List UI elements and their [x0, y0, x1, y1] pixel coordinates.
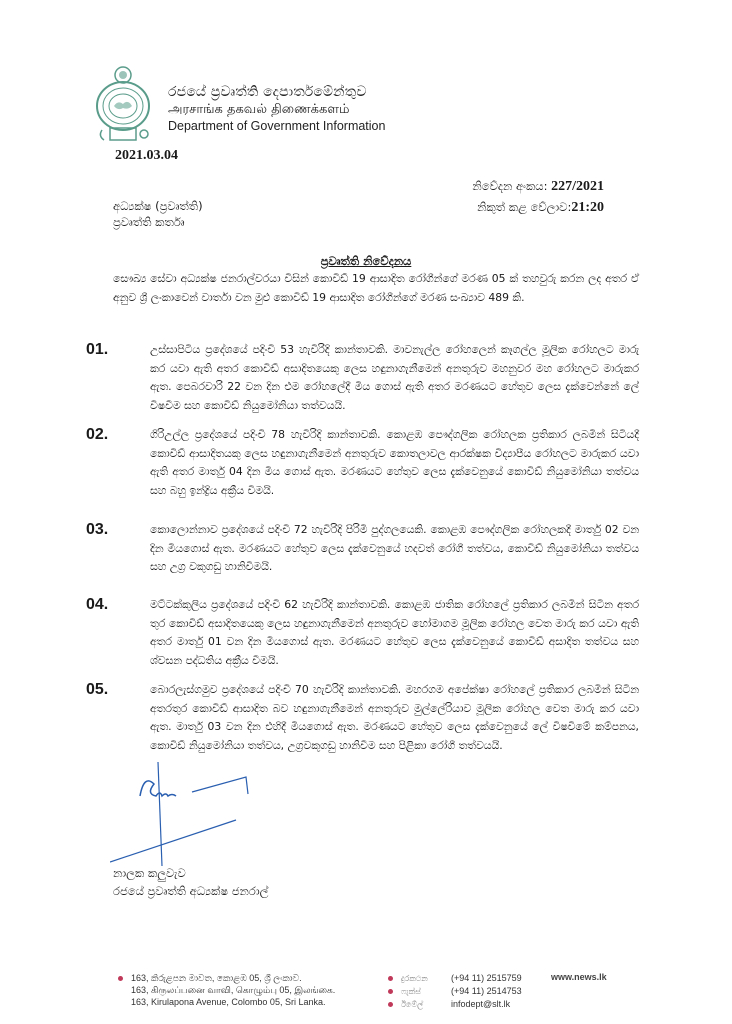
- item-text: බොරලැස්ගමුව ප්‍රදේශයේ පදිංචි 70 හැවිරිදි කාන්තාවකි. මහරගම අපේක්ෂා රෝහලේ ප්‍රතිකාර ලබමින් සිටින අතරතුර කොවිඩ් ආසාදිත බව හඳුනාගැනීමෙන් අනතුරුව මුල්ලේරියාව මූලික රෝහල වෙත මාරු කර යවා ඇත. මාර්තු 03 වන දින එහිදී මියගොස් ඇත. මරණයට හේතුව ලෙස දැක්වෙනුයේ ලේ විෂවීමේ කම්පනය, කොවිඩ් නියුමෝනියා තත්වය, උග්‍රවකුගඩු හානිවීම සහ පිළිකා රෝගී තත්වයයි.: [150, 683, 639, 752]
- release-number-row: [472, 176, 604, 197]
- item-number: 05.: [86, 681, 109, 698]
- signature-icon: [110, 762, 260, 872]
- address-sinhala: 163, කිරුළපන මාවත, කොළඹ 05, ශ්‍රී ලංකාව.: [131, 973, 302, 983]
- signer-designation: රජයේ ප්‍රවෘත්ති අධ්‍යක්ෂ ජනරාල්: [113, 884, 269, 898]
- addressee: [113, 198, 203, 230]
- document-title: ප්‍රවෘත්ති නිවේදනය: [320, 254, 412, 268]
- addressee-line-2: ප්‍රවෘත්ති කර්තෘ: [113, 215, 185, 229]
- bullet-icon: [388, 989, 393, 994]
- org-name-tamil: அரசாங்க தகவல் திணைக்களம்: [168, 102, 350, 117]
- footer-address: [118, 972, 335, 1008]
- item-text: ගිරිඋල්ල ප්‍රදේශයේ පදිංචි 78 හැවිරිදි කාන්තාවකි. කොළඹ පෞද්ගලික රෝහලක ප්‍රතිකාර ලබමින් සිටියදී කොවිඩ් ආසාදිතයකු ලෙස හඳුනාගැනීමෙන් අනතුරුව කොතලාවල ආරක්ෂක විද්‍යාපීය රෝහලට මාරුකර යවා ඇති අතර මාර්තු 04 දින මිය ගොස් ඇත. මරණයට හේතුව ලෙස දැක්වෙනුයේ කොවිඩ් නියුමෝනියා තත්වය සහ බහු ඉන්ද්‍රිය අක්‍රීය වීමයි.: [150, 428, 639, 497]
- website-link[interactable]: www.news.lk: [551, 972, 607, 982]
- death-item-4: [86, 596, 639, 670]
- address-tamil: 163, கிருலப்பனை வாவி, கொழும்பு 05, இலங்கை.: [131, 985, 336, 995]
- emblem-icon: [92, 62, 154, 146]
- fax-label: ෆැක්ස්: [401, 987, 421, 996]
- footer-contact: [388, 972, 522, 1011]
- email-address[interactable]: infodept@slt.lk: [451, 999, 511, 1009]
- item-number: 03.: [86, 521, 109, 538]
- bullet-icon: [118, 976, 123, 981]
- death-item-5: [86, 681, 639, 755]
- item-text: මට්ටක්කුලිය ප්‍රදේශයේ පදිංචි 62 හැවිරිදි කාන්තාවකි. කොළඹ ජාතික රෝහලේ ප්‍රතිකාර ලබමින් සිටින අතර තුර කොවිඩ් අසාදිතයෙකු ලෙස හඳුනාගැනීමෙන් අනතුරුව හෝමාගම මූලික රෝහල වෙත මාරු කර යවා ඇති අතර මාර්තු 01 වන දින මියගොස් ඇත. මරණයට හේතුව ලෙස දැක්වෙනුයේ කොවිඩ් අසාදිත තත්වය සහ ශ්වසන පද්ධතිය අක්‍රීය වීමයි.: [150, 598, 639, 667]
- issue-time-label: නිකුත් කළ වේලාව:: [477, 200, 572, 214]
- letterhead: [168, 84, 385, 135]
- document-title-wrap: [0, 250, 732, 269]
- item-number: 04.: [86, 596, 109, 613]
- item-number: 01.: [86, 341, 109, 358]
- phone-label: දුරකථන: [401, 974, 428, 983]
- release-date: 2021.03.04: [115, 148, 178, 163]
- handwritten-signature: [110, 762, 260, 872]
- bullet-icon: [388, 976, 393, 981]
- email-label: ඊමේල්: [401, 1000, 424, 1009]
- sri-lanka-emblem-logo: [92, 62, 154, 146]
- signer-name: නාලක කලුවැව: [113, 866, 186, 880]
- item-text: උස්සාපිටිය ප්‍රදේශයේ පදිංචි 53 හැවිරිදි කාන්තාවකි. මාවනැල්ල රෝහලෙන් කෑගල්ල මූලික රෝහලට මාරු කර යවා ඇති අතර කොවිඩ් අසාදිතයෙකු ලෙස හඳුනාගැනීමෙන් අනතුරුව මහනුවර මහ රෝහලට මාරුකර ඇත. පෙබරවාරි 22 වන දින එම රෝහලේදී මිය ගොස් ඇති අතර මරණයට හේතුව ලෙස දැක්වෙන්නේ ලේ විෂවීම සහ කොවිඩ් නියුමෝනියා තත්වයයි.: [150, 343, 639, 412]
- death-item-1: [86, 341, 639, 415]
- item-number: 02.: [86, 426, 109, 443]
- address-english: 163, Kirulapona Avenue, Colombo 05, Sri Lanka.: [131, 997, 326, 1007]
- org-name-sinhala: රජයේ ප්‍රවෘත්ති දෙපාර්තමේන්තුව: [168, 84, 367, 100]
- bullet-icon: [388, 1002, 393, 1007]
- issue-time-row: [472, 197, 604, 218]
- release-reference: [472, 176, 604, 218]
- release-number: 227/2021: [551, 179, 604, 194]
- death-item-3: [86, 521, 639, 577]
- death-item-2: [86, 426, 639, 500]
- phone-number: (+94 11) 2515759: [451, 973, 522, 983]
- release-number-label: නිවේදන අංකය:: [472, 179, 548, 193]
- signer-block: [113, 864, 268, 900]
- issue-time: 21:20: [571, 200, 604, 215]
- intro-paragraph: සෞඛ්‍ය සේවා අධ්‍යක්ෂ ජනරාල්වරයා විසින් කොවිඩ් 19 ආසාදිත රෝගීන්ගේ මරණ 05 ක් තහවුරු කරන ලද අතර ඒ අනුව ශ්‍රී ලංකාවෙන් වාර්තා වන මුළු කොවිඩ් 19 ආසාදිත රෝගීන්ගේ මරණ සංඛ්‍යාව 489 කි.: [113, 272, 639, 304]
- addressee-line-1: අධ්‍යක්ෂ (ප්‍රවෘත්ති): [113, 199, 203, 213]
- org-name-english: Department of Government Information: [168, 119, 386, 133]
- item-text: කොලොන්නාව ප්‍රදේශයේ පදිංචි 72 හැවිරිදි පිරිමි පුද්ගලයෙකි. කොළඹ පෞද්ගලික රෝහලකදී මාර්තු 02 වන දින මියගොස් ඇත. මරණයට හේතුව ලෙස දැක්වෙනුයේ හදවත් රෝගී තත්වය, කොවිඩ් නියුමෝනියා තත්වය සහ උග්‍ර වකුගඩු හානිවීමයි.: [150, 523, 639, 573]
- fax-number: (+94 11) 2514753: [451, 986, 522, 996]
